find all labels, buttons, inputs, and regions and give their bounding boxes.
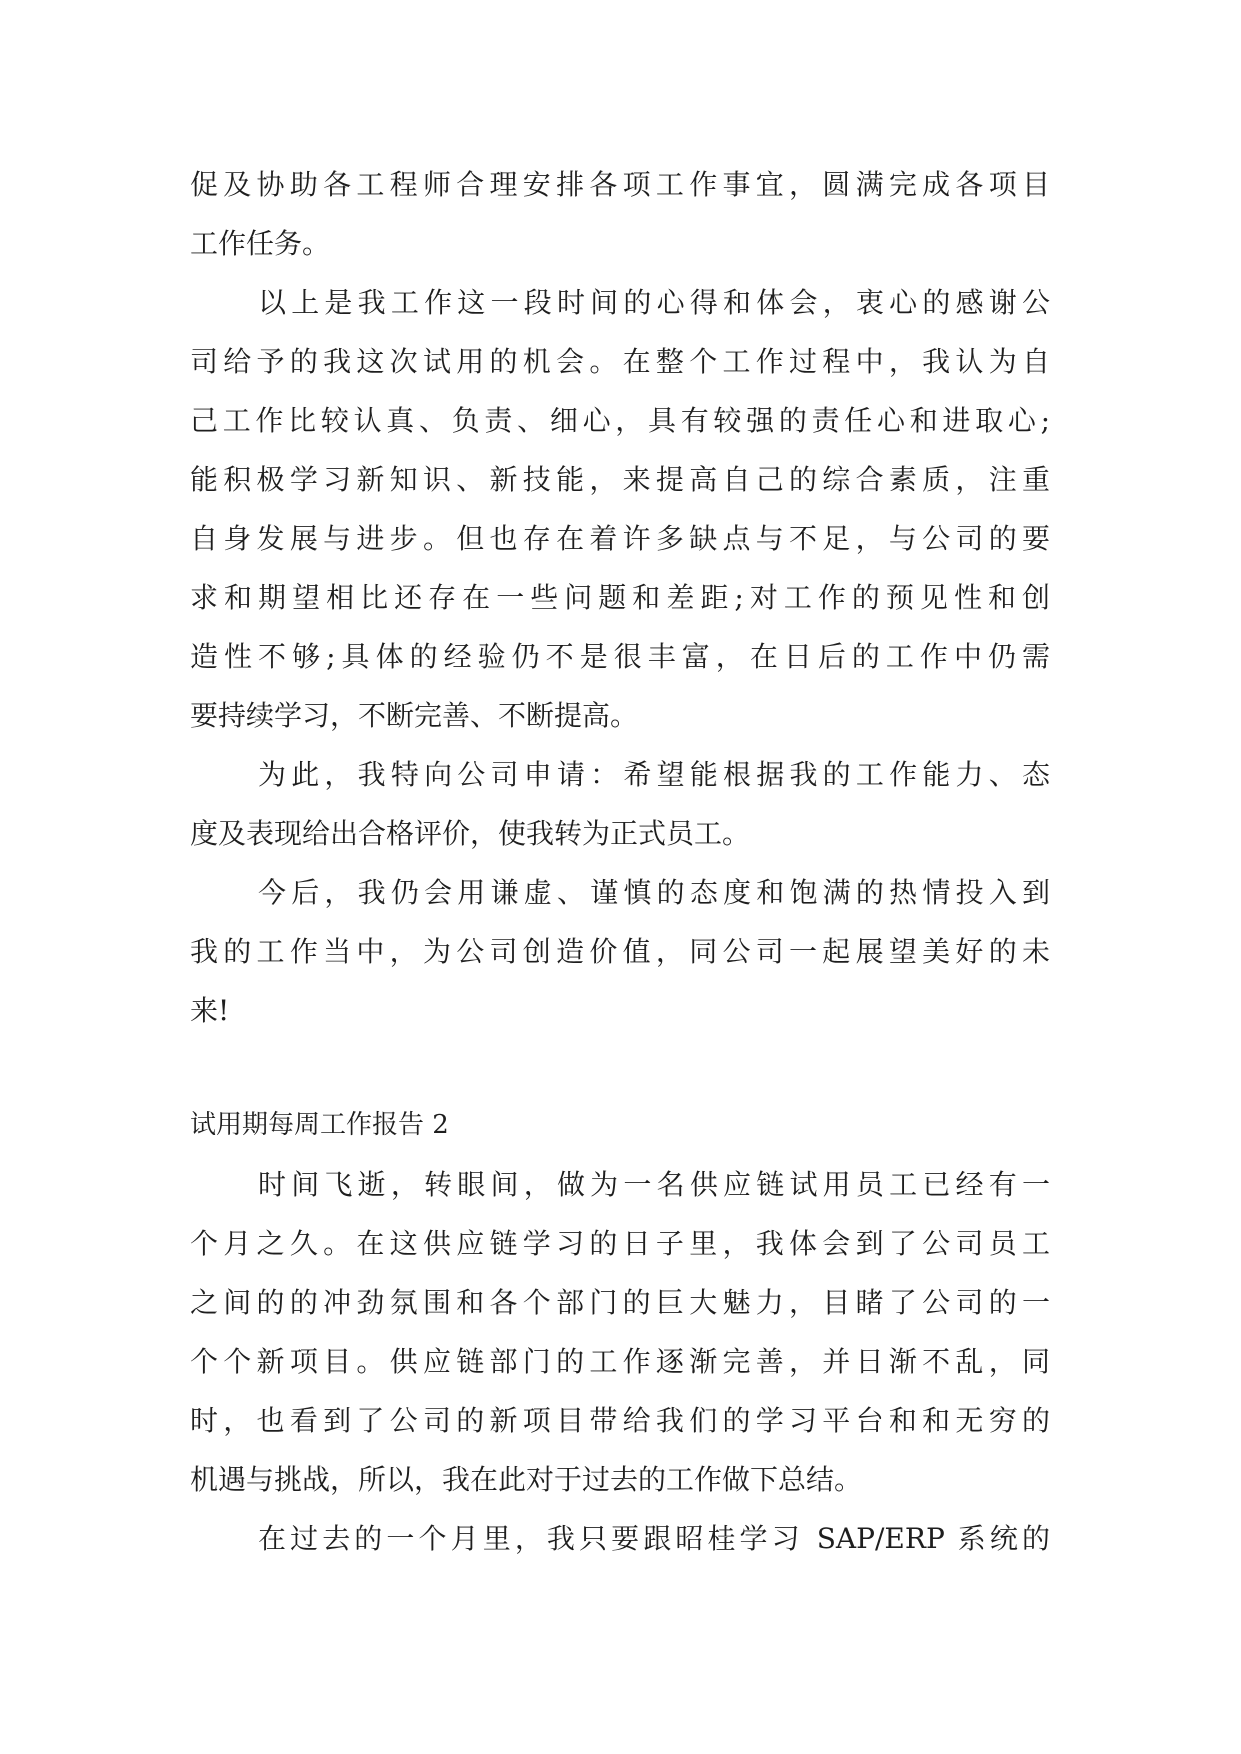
text-line: 司给予的我这次试用的机会。在整个工作过程中，我认为自 — [190, 345, 1050, 378]
text-line: 工作任务。 — [190, 227, 331, 260]
text-line: 时间飞逝，转眼间，做为一名供应链试用员工已经有一 — [258, 1168, 1050, 1201]
text-line: 个个新项目。供应链部门的工作逐渐完善，并日渐不乱，同 — [190, 1345, 1050, 1378]
text-line: 我的工作当中，为公司创造价值，同公司一起展望美好的未 — [190, 935, 1050, 968]
text-line: 己工作比较认真、负责、细心，具有较强的责任心和进取心; — [190, 404, 1050, 437]
text-line: 之间的的冲劲氛围和各个部门的巨大魅力，目睹了公司的一 — [190, 1286, 1050, 1319]
text-line: 今后，我仍会用谦虚、谨慎的态度和饱满的热情投入到 — [258, 876, 1050, 909]
text-line: 时，也看到了公司的新项目带给我们的学习平台和和无穷的 — [190, 1404, 1050, 1437]
body-text-section-1 — [190, 155, 1050, 1040]
text-line: 度及表现给出合格评价，使我转为正式员工。 — [190, 817, 751, 850]
section-heading: 试用期每周工作报告 2 — [190, 1110, 449, 1140]
text-line: 能积极学习新知识、新技能，来提高自己的综合素质，注重 — [190, 463, 1050, 496]
text-line: 机遇与挑战，所以，我在此对于过去的工作做下总结。 — [190, 1463, 863, 1496]
text-line: 来! — [190, 994, 230, 1027]
text-line: 促及协助各工程师合理安排各项工作事宜，圆满完成各项目 — [190, 168, 1050, 201]
text-line: 在过去的一个月里，我只要跟昭桂学习 SAP/ERP 系统的 — [258, 1522, 1050, 1555]
text-line: 自身发展与进步。但也存在着许多缺点与不足，与公司的要 — [190, 522, 1050, 555]
body-text-section-2 — [190, 1155, 1050, 1568]
text-line: 造性不够;具体的经验仍不是很丰富，在日后的工作中仍需 — [190, 640, 1050, 673]
text-line: 个月之久。在这供应链学习的日子里，我体会到了公司员工 — [190, 1227, 1050, 1260]
text-line: 为此，我特向公司申请：希望能根据我的工作能力、态 — [258, 758, 1050, 791]
text-line: 要持续学习，不断完善、不断提高。 — [190, 699, 639, 732]
text-line: 以上是我工作这一段时间的心得和体会，衷心的感谢公 — [258, 286, 1050, 319]
text-line: 求和期望相比还存在一些问题和差距;对工作的预见性和创 — [190, 581, 1050, 614]
